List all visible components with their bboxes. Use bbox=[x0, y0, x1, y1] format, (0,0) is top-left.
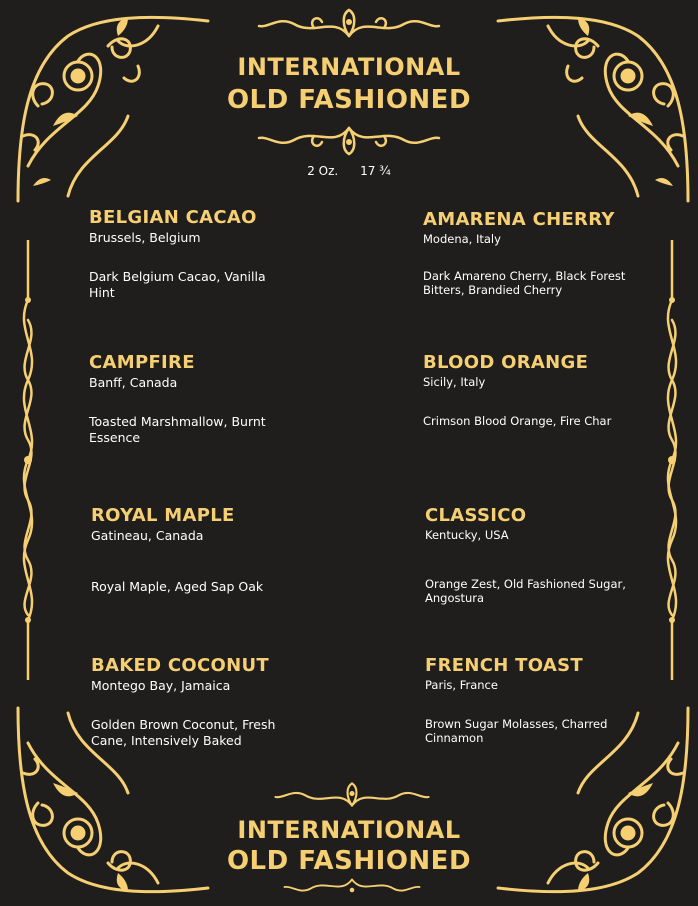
header-title-line2: OLD FASHIONED bbox=[226, 85, 472, 115]
menu-item-origin: Banff, Canada bbox=[89, 375, 178, 390]
menu-item-description: Dark Belgium Cacao, Vanilla Hint bbox=[89, 269, 266, 300]
menu-item bbox=[89, 352, 349, 445]
menu-item-origin: Sicily, Italy bbox=[423, 375, 486, 389]
menu-item bbox=[425, 655, 685, 745]
menu-item bbox=[91, 655, 351, 748]
menu-item-description: Crimson Blood Orange, Fire Char bbox=[423, 414, 612, 428]
footer-title-line1: INTERNATIONAL bbox=[237, 816, 461, 844]
side-ornament-left bbox=[10, 240, 46, 680]
menu-item-name: BELGIAN CACAO bbox=[89, 207, 257, 228]
side-ornament-right bbox=[654, 240, 690, 680]
menu-item-origin: Gatineau, Canada bbox=[91, 528, 204, 543]
menu-item-origin: Modena, Italy bbox=[423, 232, 501, 246]
menu-item-name: BAKED COCONUT bbox=[91, 655, 269, 676]
menu-item-origin: Kentucky, USA bbox=[425, 528, 509, 542]
menu-item-description: Royal Maple, Aged Sap Oak bbox=[91, 579, 264, 594]
menu-item-name: CAMPFIRE bbox=[89, 352, 195, 373]
menu-item bbox=[91, 505, 351, 594]
price: 17 ¾ bbox=[360, 164, 391, 178]
menu-item bbox=[425, 505, 685, 605]
menu-item-name: ROYAL MAPLE bbox=[91, 505, 235, 526]
menu-item-name: AMARENA CHERRY bbox=[423, 209, 615, 230]
menu-item bbox=[423, 209, 683, 297]
menu-item-origin: Paris, France bbox=[425, 678, 498, 692]
menu-item-description: Brown Sugar Molasses, Charred Cinnamon bbox=[425, 717, 608, 745]
serving-size: 2 Oz. bbox=[307, 164, 339, 178]
flourish-bottom-upper bbox=[257, 780, 447, 814]
header-title-line1: INTERNATIONAL bbox=[237, 53, 461, 81]
menu-item-origin: Montego Bay, Jamaica bbox=[91, 678, 231, 693]
menu-item-description: Dark Amareno Cherry, Black Forest Bitters, Brandied Cherry bbox=[423, 269, 626, 297]
menu-item bbox=[423, 352, 683, 428]
menu-item-description: Golden Brown Coconut, Fresh Cane, Intensively Baked bbox=[91, 717, 276, 748]
menu-item-description: Orange Zest, Old Fashioned Sugar, Angostura bbox=[425, 577, 626, 605]
menu-item-name: BLOOD ORANGE bbox=[423, 352, 589, 373]
menu-item-name: CLASSICO bbox=[425, 505, 527, 526]
menu-item-name: FRENCH TOAST bbox=[425, 655, 583, 676]
flourish-top-lower bbox=[254, 118, 444, 158]
menu-item-origin: Brussels, Belgium bbox=[89, 230, 201, 245]
flourish-bottom-lower bbox=[257, 872, 447, 902]
flourish-top-upper bbox=[254, 6, 444, 46]
footer-title-line2: OLD FASHIONED bbox=[226, 846, 472, 876]
menu-item bbox=[89, 207, 349, 300]
menu-item-description: Toasted Marshmallow, Burnt Essence bbox=[89, 414, 266, 445]
pricing-row bbox=[0, 164, 698, 178]
